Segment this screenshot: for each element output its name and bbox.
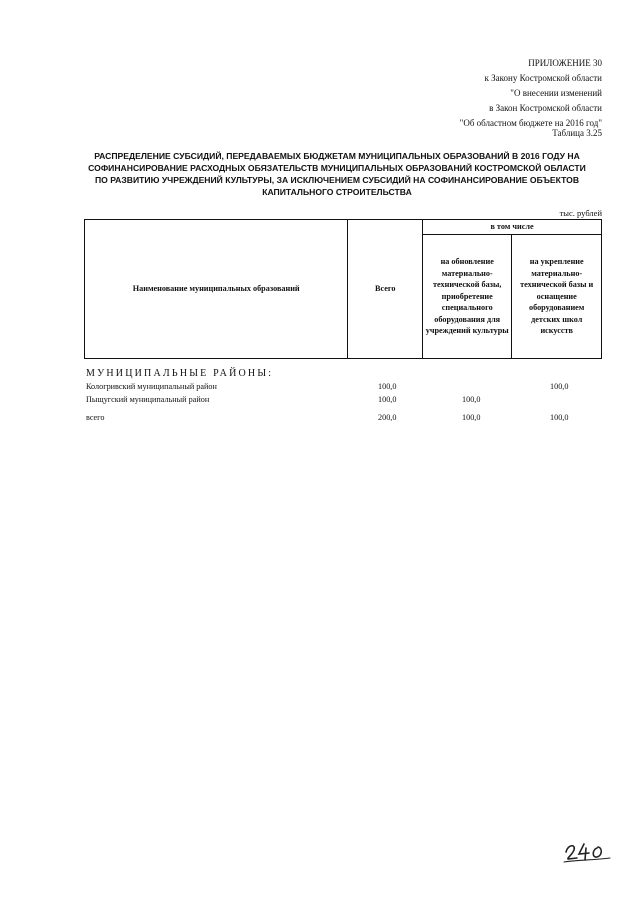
row-art-schools: 100,0 <box>550 382 569 391</box>
column-header-art-schools: на укрепление материально-технической базы и оснащение оборудованием детских школ искусств <box>512 235 602 359</box>
row-culture-equipment: 100,0 <box>462 394 481 404</box>
table-row <box>86 395 606 408</box>
row-art-schools: 100,0 <box>550 413 569 422</box>
section-label: МУНИЦИПАЛЬНЫЕ РАЙОНЫ: <box>86 368 274 379</box>
column-header-culture-equipment: на обновление материально-технической базы, приобретение специального оборудования для учреждений культуры <box>423 235 512 359</box>
subsidy-table-header <box>84 219 602 359</box>
table-row-total <box>86 413 606 426</box>
table-body <box>86 382 606 426</box>
row-total: 100,0 <box>378 382 397 391</box>
row-culture-equipment: 100,0 <box>462 413 481 422</box>
units-label: тыс. рублей <box>559 208 602 218</box>
row-name: Кологривский муниципальный район <box>86 382 217 391</box>
appendix-line: в Закон Костромской области <box>489 103 602 113</box>
document-title: РАСПРЕДЕЛЕНИЕ СУБСИДИЙ, ПЕРЕДАВАЕМЫХ БЮДЖЕТАМ МУНИЦИПАЛЬНЫХ ОБРАЗОВАНИЙ В 2016 ГОДУ НА СОФИНАНСИРОВАНИЕ РАСХОДНЫХ ОБЯЗАТЕЛЬСТВ МУНИЦИПАЛЬНЫХ ОБРАЗОВАНИЙ КОСТРОМСКОЙ ОБЛАСТИ ПО РАЗВИТИЮ УЧРЕЖДЕНИЙ КУЛЬТУРЫ, ЗА ИСКЛЮЧЕНИЕМ СУБСИДИЙ НА СОФИНАНСИРОВАНИЕ ОБЪЕКТОВ КАПИТАЛЬНОГО СТРОИТЕЛЬСТВА <box>88 151 586 197</box>
appendix-line: ПРИЛОЖЕНИЕ 30 <box>528 58 602 68</box>
row-total: 200,0 <box>378 413 397 422</box>
column-header-total: Всего <box>348 220 423 359</box>
appendix-line: "Об областном бюджете на 2016 год" <box>459 118 602 128</box>
column-header-including: в том числе <box>423 220 602 235</box>
table-row <box>86 382 606 395</box>
appendix-line: "О внесении изменений <box>510 88 602 98</box>
table-number: Таблица 3.25 <box>552 128 602 138</box>
row-name: всего <box>86 413 105 422</box>
appendix-header <box>460 56 602 131</box>
appendix-line: к Закону Костромской области <box>484 73 602 83</box>
handwritten-page-mark <box>562 838 614 864</box>
row-total: 100,0 <box>378 394 397 404</box>
row-name: Пыщугский муниципальный район <box>86 394 210 404</box>
column-header-name: Наименование муниципальных образований <box>85 220 348 359</box>
